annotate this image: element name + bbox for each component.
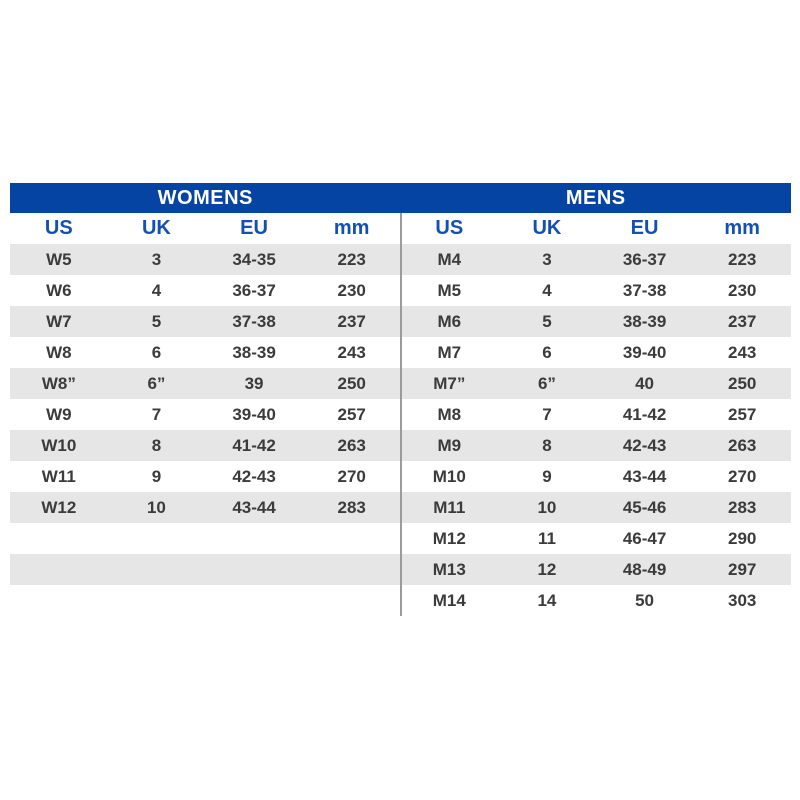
cell: 9 bbox=[151, 466, 162, 486]
table-row bbox=[10, 306, 401, 337]
cell: W12 bbox=[41, 497, 77, 517]
cell bbox=[108, 523, 206, 554]
cell: 237 bbox=[728, 311, 757, 331]
cell: 38-39 bbox=[232, 342, 276, 362]
cell bbox=[108, 554, 206, 585]
cell: 37-38 bbox=[622, 280, 667, 300]
cell: 283 bbox=[728, 497, 757, 517]
cell: 42-43 bbox=[622, 435, 667, 455]
cell bbox=[303, 523, 401, 554]
cell: 39 bbox=[244, 373, 264, 393]
column-header: UK bbox=[141, 217, 171, 239]
cell: 41-42 bbox=[622, 404, 667, 424]
cell: 243 bbox=[728, 342, 757, 362]
cell: 38-39 bbox=[622, 311, 667, 331]
cell: 10 bbox=[146, 497, 166, 517]
cell: W9 bbox=[46, 404, 72, 424]
table-row bbox=[10, 337, 401, 368]
table-row bbox=[10, 523, 401, 554]
cell: 39-40 bbox=[232, 404, 276, 424]
table-row bbox=[10, 244, 401, 275]
cell bbox=[205, 554, 303, 585]
cell: 7 bbox=[542, 404, 552, 424]
cell: 9 bbox=[542, 466, 552, 486]
cell: M14 bbox=[432, 590, 466, 610]
cell: 223 bbox=[728, 249, 757, 269]
cell bbox=[205, 523, 303, 554]
cell: M8 bbox=[437, 404, 462, 424]
column-header: US bbox=[435, 217, 464, 239]
cell: 6” bbox=[147, 373, 166, 393]
cell: 45-46 bbox=[622, 497, 667, 517]
table-row bbox=[401, 585, 792, 616]
cell: 290 bbox=[728, 528, 757, 548]
cell bbox=[10, 523, 108, 554]
table-row bbox=[401, 523, 792, 554]
cell: W10 bbox=[41, 435, 77, 455]
cell: W11 bbox=[41, 466, 76, 486]
womens-table-body bbox=[10, 244, 401, 585]
cell: 230 bbox=[337, 280, 366, 300]
cell: 43-44 bbox=[622, 466, 667, 486]
cell: M6 bbox=[437, 311, 462, 331]
cell: 250 bbox=[337, 373, 366, 393]
cell: W5 bbox=[46, 249, 72, 269]
section-title-bar bbox=[10, 183, 791, 213]
table-row bbox=[401, 399, 792, 430]
cell: 10 bbox=[537, 497, 557, 517]
cell: 5 bbox=[151, 311, 162, 331]
column-header: UK bbox=[532, 217, 562, 239]
table-row bbox=[10, 461, 401, 492]
table-row bbox=[401, 430, 792, 461]
womens-section-title: WOMENS bbox=[157, 186, 253, 209]
cell: 6 bbox=[151, 342, 162, 362]
cell: W8 bbox=[46, 342, 72, 362]
cell: 42-43 bbox=[232, 466, 276, 486]
cell: 34-35 bbox=[232, 249, 276, 269]
cell: 46-47 bbox=[622, 528, 667, 548]
table-row bbox=[10, 399, 401, 430]
cell: 7 bbox=[151, 404, 162, 424]
cell: W7 bbox=[46, 311, 72, 331]
shoe-size-conversion-chart bbox=[10, 183, 791, 616]
cell: 270 bbox=[337, 466, 366, 486]
cell: W6 bbox=[46, 280, 72, 300]
table-row bbox=[401, 244, 792, 275]
table-row bbox=[401, 554, 792, 585]
cell: 250 bbox=[728, 373, 757, 393]
cell: M9 bbox=[437, 435, 462, 455]
cell: 257 bbox=[337, 404, 366, 424]
cell: 48-49 bbox=[622, 559, 667, 579]
cell: 37-38 bbox=[232, 311, 276, 331]
cell: 50 bbox=[635, 590, 655, 610]
mens-table-body bbox=[401, 244, 792, 616]
cell: 303 bbox=[728, 590, 757, 610]
womens-table bbox=[10, 213, 401, 585]
table-row bbox=[401, 275, 792, 306]
cell: 40 bbox=[635, 373, 655, 393]
womens-column-headers bbox=[10, 213, 401, 244]
cell: 270 bbox=[728, 466, 757, 486]
cell: M5 bbox=[437, 280, 462, 300]
cell: 4 bbox=[542, 280, 552, 300]
cell: 257 bbox=[728, 404, 757, 424]
mens-column-headers bbox=[401, 213, 792, 244]
table-row bbox=[10, 368, 401, 399]
cell: 230 bbox=[728, 280, 757, 300]
cell: 8 bbox=[151, 435, 162, 455]
table-row bbox=[10, 430, 401, 461]
column-header: mm bbox=[724, 217, 760, 239]
cell: 6 bbox=[542, 342, 552, 362]
cell: M4 bbox=[437, 249, 462, 269]
cell: 8 bbox=[542, 435, 552, 455]
cell: 36-37 bbox=[232, 280, 276, 300]
cell: M12 bbox=[432, 528, 466, 548]
cell: 36-37 bbox=[622, 249, 667, 269]
cell: M10 bbox=[432, 466, 466, 486]
cell: 237 bbox=[337, 311, 366, 331]
cell: 11 bbox=[537, 528, 556, 548]
cell: M13 bbox=[432, 559, 466, 579]
cell: 243 bbox=[337, 342, 366, 362]
table-row bbox=[10, 492, 401, 523]
cell: 263 bbox=[337, 435, 366, 455]
cell: W8” bbox=[41, 373, 76, 393]
cell: 43-44 bbox=[232, 497, 276, 517]
mens-table bbox=[401, 213, 792, 616]
cell: M7 bbox=[437, 342, 462, 362]
cell: 3 bbox=[151, 249, 162, 269]
cell: 5 bbox=[542, 311, 552, 331]
cell: 41-42 bbox=[232, 435, 276, 455]
cell bbox=[303, 554, 401, 585]
table-row bbox=[401, 492, 792, 523]
cell: 14 bbox=[537, 590, 557, 610]
cell: 12 bbox=[537, 559, 557, 579]
column-header: mm bbox=[333, 217, 370, 239]
tables-container bbox=[10, 213, 791, 616]
table-row bbox=[10, 554, 401, 585]
cell: 3 bbox=[542, 249, 552, 269]
cell: 4 bbox=[151, 280, 162, 300]
table-row bbox=[401, 337, 792, 368]
column-header: EU bbox=[240, 217, 268, 239]
table-row bbox=[10, 275, 401, 306]
cell: 297 bbox=[728, 559, 757, 579]
mens-section-title: MENS bbox=[565, 186, 626, 209]
cell: M7” bbox=[433, 373, 466, 393]
column-header: EU bbox=[630, 217, 659, 239]
column-header: US bbox=[44, 217, 73, 239]
cell: 6” bbox=[537, 373, 556, 393]
vertical-table-divider bbox=[400, 213, 402, 616]
table-row bbox=[401, 368, 792, 399]
cell: 39-40 bbox=[622, 342, 667, 362]
cell: 223 bbox=[337, 249, 366, 269]
cell: 283 bbox=[337, 497, 366, 517]
table-row bbox=[401, 461, 792, 492]
cell bbox=[10, 554, 108, 585]
table-row bbox=[401, 306, 792, 337]
cell: 263 bbox=[728, 435, 757, 455]
cell: M11 bbox=[433, 497, 466, 517]
